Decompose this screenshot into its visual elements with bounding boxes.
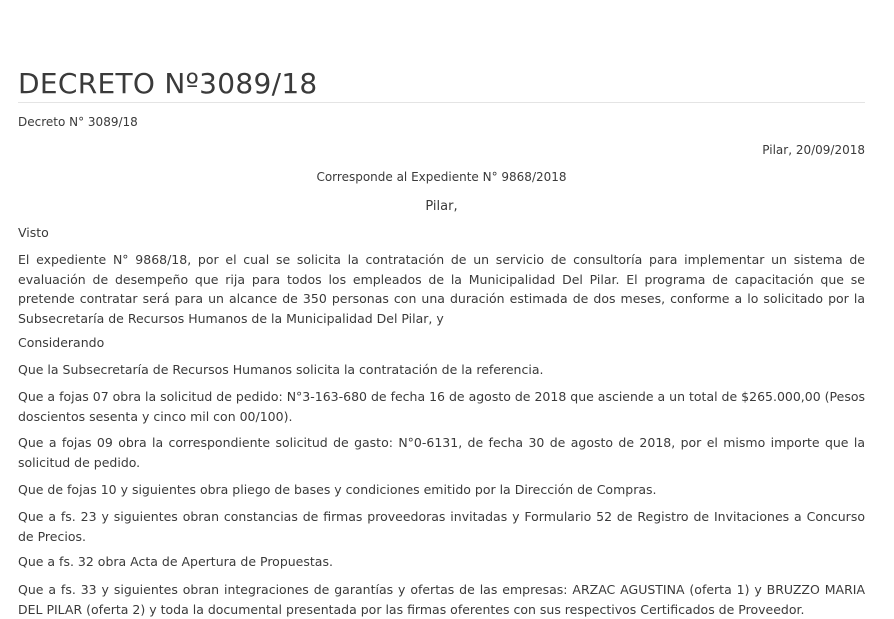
considerando-paragraph: Que la Subsecretaría de Recursos Humanos solicita la contratación de la referencia. [18, 362, 544, 377]
page-title: DECRETO Nº3089/18 [18, 67, 318, 100]
expediente-line: Corresponde al Expediente N° 9868/2018 [316, 170, 567, 184]
considerando-paragraph: Que a fs. 32 obra Acta de Apertura de Propuestas. [18, 554, 333, 569]
place-line: Pilar, [425, 199, 458, 214]
considerando-paragraph: Que a fs. 33 y siguientes obran integraciones de garantías y ofertas de las empresas: ARZAC AGUSTINA (oferta 1) y BRUZZO MARIA DEL PILAR (oferta 2) y toda la documental presentada por las firmas oferentes con sus respectivos Certificados de Proveedor. [18, 582, 865, 617]
decree-number-line: Decreto N° 3089/18 [18, 115, 138, 129]
considerando-heading: Considerando [18, 335, 105, 350]
title-divider [18, 102, 865, 103]
considerando-paragraph: Que a fs. 23 y siguientes obran constancias de firmas proveedoras invitadas y Formulario 52 de Registro de Invitaciones a Concurso de Precios. [18, 509, 865, 544]
considerando-paragraph: Que a fojas 09 obra la correspondiente solicitud de gasto: N°0-6131, de fecha 30 de agosto de 2018, por el mismo importe que la solicitud de pedido. [18, 435, 865, 470]
visto-heading: Visto [18, 225, 49, 240]
considerando-paragraph: Que a fojas 07 obra la solicitud de pedido: N°3-163-680 de fecha 16 de agosto de 2018 que asciende a un total de $265.000,00 (Pesos doscientos sesenta y cinco mil con 00/100). [18, 389, 865, 424]
date-line: Pilar, 20/09/2018 [762, 143, 865, 157]
visto-paragraph: El expediente N° 9868/18, por el cual se solicita la contratación de un servicio de consultoría para implementar un sistema de evaluación de desempeño que rija para todos los empleados de la Municipalidad Del Pilar. El programa de capacitación que se pretende contratar será para un alcance de 350 personas con una duración estimada de dos meses, conforme a lo solicitado por la Subsecretaría de Recursos Humanos de la Municipalidad Del Pilar, y [18, 252, 865, 326]
considerando-paragraph: Que de fojas 10 y siguientes obra pliego de bases y condiciones emitido por la Dirección de Compras. [18, 482, 657, 497]
